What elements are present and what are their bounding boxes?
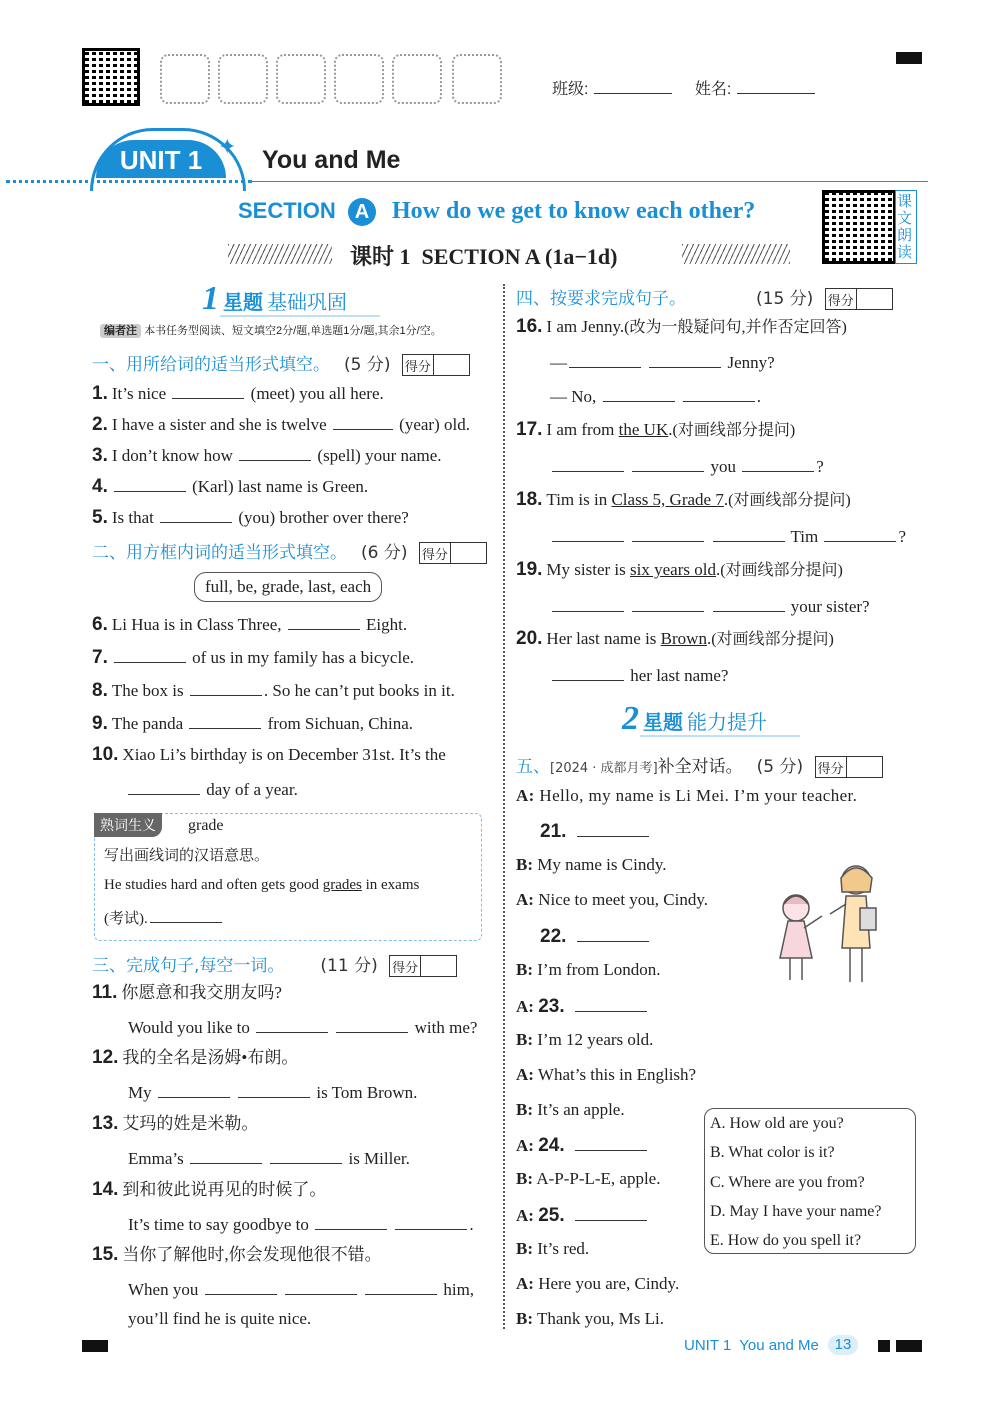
sec3-title: 三、完成句子,每空一词。 — [92, 956, 285, 976]
q3: 3. I don’t know how (spell) your name. — [92, 445, 442, 466]
sec5-score-box[interactable]: 得分 — [815, 756, 883, 778]
dialog-line-12: B: A-P-P-L-E, apple. — [516, 1169, 661, 1188]
sec2-score-box[interactable]: 得分 — [419, 542, 487, 564]
q19: 19. My sister is six years old.(对画线部分提问) — [516, 559, 843, 580]
q18-blank-2[interactable] — [632, 525, 704, 542]
q15-blank-3[interactable] — [365, 1278, 437, 1295]
q15-cn: 15. 当你了解他时,你会发现他很不错。 — [92, 1244, 382, 1265]
option-c: C. Where are you from? — [710, 1174, 865, 1191]
q13-blank-2[interactable] — [270, 1147, 342, 1164]
dialog-line-1: A: Hello, my name is Li Mei. I’m your teacher. — [516, 786, 858, 805]
part1-underline — [220, 315, 380, 317]
q12-en: My is Tom Brown. — [128, 1083, 418, 1102]
star-icon: ✦ — [218, 134, 237, 159]
dialog-line-2: 21. — [540, 820, 651, 842]
q20: 20. Her last name is Brown.(对画线部分提问) — [516, 628, 834, 649]
q18-blank-4[interactable] — [824, 525, 896, 542]
q13-en: Emma’s is Miller. — [128, 1149, 410, 1168]
q17: 17. I am from the UK.(对画线部分提问) — [516, 419, 796, 440]
part2-number: 2 — [622, 700, 639, 737]
footer-mark-right-1 — [878, 1340, 890, 1352]
class-field[interactable] — [594, 77, 672, 94]
dialog-line-5: 22. — [540, 925, 651, 947]
q6: 6. Li Hua is in Class Three, Eight. — [92, 614, 408, 635]
part2-title: 星题 — [643, 712, 683, 734]
lesson-hatch-left — [228, 244, 332, 264]
part1-subtitle: 基础巩固 — [267, 292, 347, 314]
sec4-score-box[interactable]: 得分 — [825, 288, 893, 310]
q7: 7. of us in my family has a bicycle. — [92, 647, 414, 668]
section-letter: A — [348, 198, 376, 226]
q25-blank[interactable] — [575, 1204, 647, 1221]
lesson-hatch-right — [682, 244, 790, 264]
dialog-line-10: B: It’s an apple. — [516, 1100, 625, 1119]
q10-blank[interactable] — [128, 778, 200, 795]
q15-blank-2[interactable] — [285, 1278, 357, 1295]
shuci-sentence: He studies hard and often gets good grades in exams — [104, 877, 420, 893]
q12-blank-2[interactable] — [238, 1081, 310, 1098]
dialog-line-13: A: 25. — [516, 1204, 649, 1226]
column-divider — [503, 284, 505, 1329]
qr-code[interactable] — [82, 48, 140, 106]
checkin-box-6 — [452, 54, 502, 104]
corner-mark — [896, 52, 922, 64]
q19-blank-2[interactable] — [632, 595, 704, 612]
q15-en: When you him, — [128, 1280, 475, 1299]
q1: 1. It’s nice (meet) you all here. — [92, 383, 384, 404]
q4-blank[interactable] — [114, 475, 186, 492]
dialog-line-11: A: 24. — [516, 1134, 649, 1156]
sec1-points: (5 分) — [344, 355, 391, 375]
q9: 9. The panda from Sichuan, China. — [92, 713, 414, 734]
q4: 4. (Karl) last name is Green. — [92, 476, 369, 497]
option-b: B. What color is it? — [710, 1144, 835, 1161]
q5: 5. Is that (you) brother over there? — [92, 507, 409, 528]
q17-blank-1[interactable] — [552, 455, 624, 472]
q16-blank-1[interactable] — [569, 351, 641, 368]
sec5-title: 补全对话。 — [657, 757, 743, 777]
shuci-instr: 写出画线词的汉语意思。 — [104, 848, 270, 864]
name-field[interactable] — [737, 77, 815, 94]
q1-blank[interactable] — [172, 382, 244, 399]
q14-cn: 14. 到和彼此说再见的时候了。 — [92, 1179, 327, 1200]
part1-number: 1 — [202, 280, 219, 317]
q16-blank-2[interactable] — [649, 351, 721, 368]
q17-line1: you ? — [550, 455, 824, 477]
note-tag: 编者注 — [100, 324, 141, 338]
section-question: How do we get to know each other? — [392, 198, 756, 224]
shuci-blank[interactable] — [150, 906, 222, 923]
dialog-line-16: B: Thank you, Ms Li. — [516, 1309, 664, 1328]
q3-blank[interactable] — [239, 444, 311, 461]
option-d: D. May I have your name? — [710, 1203, 882, 1220]
q13-blank-1[interactable] — [190, 1147, 262, 1164]
checkin-box-5 — [392, 54, 442, 104]
q16: 16. I am Jenny.(改为一般疑问句,并作否定回答) — [516, 316, 847, 337]
q16-line1: — Jenny? — [550, 353, 775, 372]
sec5-tag: [2024 · 成都月考] — [550, 761, 658, 776]
option-e: E. How do you spell it? — [710, 1232, 862, 1249]
sec3-score-box[interactable]: 得分 — [389, 955, 457, 977]
q19-blank-3[interactable] — [713, 595, 785, 612]
q14-en: It’s time to say goodbye to . — [128, 1215, 474, 1234]
footer-mark-left — [82, 1340, 108, 1352]
q16-blank-3[interactable] — [603, 385, 675, 402]
sec2-points: (6 分) — [361, 543, 408, 563]
q20-blank-1[interactable] — [552, 664, 624, 681]
q16-blank-4[interactable] — [683, 385, 755, 402]
sec4-title: 四、按要求完成句子。 — [516, 289, 686, 309]
q5-blank[interactable] — [160, 506, 232, 523]
footer-unit: UNIT 1 You and Me — [684, 1337, 819, 1354]
q7-blank[interactable] — [114, 646, 186, 663]
q15-blank-1[interactable] — [205, 1278, 277, 1295]
q9-blank[interactable] — [189, 712, 261, 729]
q24-blank[interactable] — [575, 1134, 647, 1151]
q15-en-2: you’ll find he is quite nice. — [128, 1309, 312, 1328]
q17-blank-3[interactable] — [742, 455, 814, 472]
dialog-line-9: A: What’s this in English? — [516, 1065, 697, 1084]
note-text: 本书任务型阅读、短文填空2分/题,单选题1分/题,其余1分/空。 — [144, 325, 442, 337]
shuci-tag: 熟词生义 — [94, 813, 162, 837]
shuci-word: grade — [188, 817, 224, 834]
q8: 8. The box is . So he can’t put books in it. — [92, 680, 455, 701]
q18: 18. Tim is in Class 5, Grade 7.(对画线部分提问) — [516, 489, 851, 510]
dialog-line-3: B: My name is Cindy. — [516, 855, 667, 874]
dialog-line-7: A: 23. — [516, 995, 649, 1017]
q18-blank-1[interactable] — [552, 525, 624, 542]
sec4-points: (15 分) — [756, 289, 814, 309]
unit-badge: UNIT 1 — [96, 140, 226, 178]
shuci-answer: (考试). — [104, 906, 224, 929]
checkin-box-1 — [160, 54, 210, 104]
dialog-line-15: A: Here you are, Cindy. — [516, 1274, 680, 1293]
reading-qr-code[interactable] — [822, 190, 896, 264]
word-box: full, be, grade, last, each — [194, 572, 382, 602]
q13-cn: 13. 艾玛的姓是米勒。 — [92, 1113, 259, 1134]
q8-blank[interactable] — [190, 679, 262, 696]
q18-line1: Tim ? — [550, 525, 906, 547]
checkin-box-2 — [218, 54, 268, 104]
q10: 10. Xiao Li’s birthday is on December 31st. It’s the — [92, 744, 446, 765]
class-label: 班级: — [552, 81, 589, 98]
q19-line1: your sister? — [550, 595, 870, 617]
q2: 2. I have a sister and she is twelve (year) old. — [92, 414, 470, 435]
q11-blank-1[interactable] — [256, 1016, 328, 1033]
q10-line2: day of a year. — [126, 778, 298, 800]
q23-blank[interactable] — [575, 995, 647, 1012]
section-label: SECTION — [238, 198, 336, 223]
header-rule-right — [252, 181, 928, 182]
q12-blank-1[interactable] — [158, 1081, 230, 1098]
part2-subtitle: 能力提升 — [687, 712, 767, 734]
dialog-line-14: B: It’s red. — [516, 1239, 590, 1258]
sec1-score-box[interactable]: 得分 — [402, 354, 470, 376]
q12-cn: 12. 我的全名是汤姆•布朗。 — [92, 1047, 299, 1068]
sec5-number: 五、 — [516, 757, 550, 777]
dialog-line-4: A: Nice to meet you, Cindy. — [516, 890, 709, 909]
part2-underline — [640, 735, 800, 737]
checkin-box-4 — [334, 54, 384, 104]
q22-blank[interactable] — [577, 925, 649, 942]
q6-blank[interactable] — [288, 613, 360, 630]
name-label: 姓名: — [694, 81, 732, 98]
q11-cn: 11. 你愿意和我交朋友吗? — [92, 982, 282, 1003]
sec5-points: (5 分) — [756, 757, 804, 777]
part1-title: 星题 — [223, 292, 263, 314]
q14-blank-2[interactable] — [395, 1213, 467, 1230]
q14-blank-1[interactable] — [315, 1213, 387, 1230]
page-number: 13 — [828, 1335, 858, 1355]
unit-title: You and Me — [262, 146, 401, 174]
sec3-points: (11 分) — [320, 956, 378, 976]
q2-blank[interactable] — [333, 413, 393, 430]
checkin-box-3 — [276, 54, 326, 104]
q19-blank-1[interactable] — [552, 595, 624, 612]
girls-illustration — [766, 858, 896, 988]
dialog-line-6: B: I’m from London. — [516, 960, 661, 979]
sec2-title: 二、用方框内词的适当形式填空。 — [92, 543, 347, 563]
q11-en: Would you like to with me? — [128, 1018, 478, 1037]
q16-line2: — No, . — [550, 387, 762, 406]
q18-blank-3[interactable] — [713, 525, 785, 542]
option-a: A. How old are you? — [710, 1115, 844, 1132]
q20-line1: her last name? — [550, 664, 728, 686]
q11-blank-2[interactable] — [336, 1016, 408, 1033]
dialog-line-8: B: I’m 12 years old. — [516, 1030, 654, 1049]
q21-blank[interactable] — [577, 820, 649, 837]
q17-blank-2[interactable] — [632, 455, 704, 472]
footer-mark-right-2 — [896, 1340, 922, 1352]
header-rule — [6, 180, 252, 183]
reading-qr-label: 课文朗读 — [895, 190, 917, 264]
lesson-title: 课时 1 SECTION A (1a−1d) — [350, 244, 618, 269]
sec1-title: 一、用所给词的适当形式填空。 — [92, 355, 330, 375]
